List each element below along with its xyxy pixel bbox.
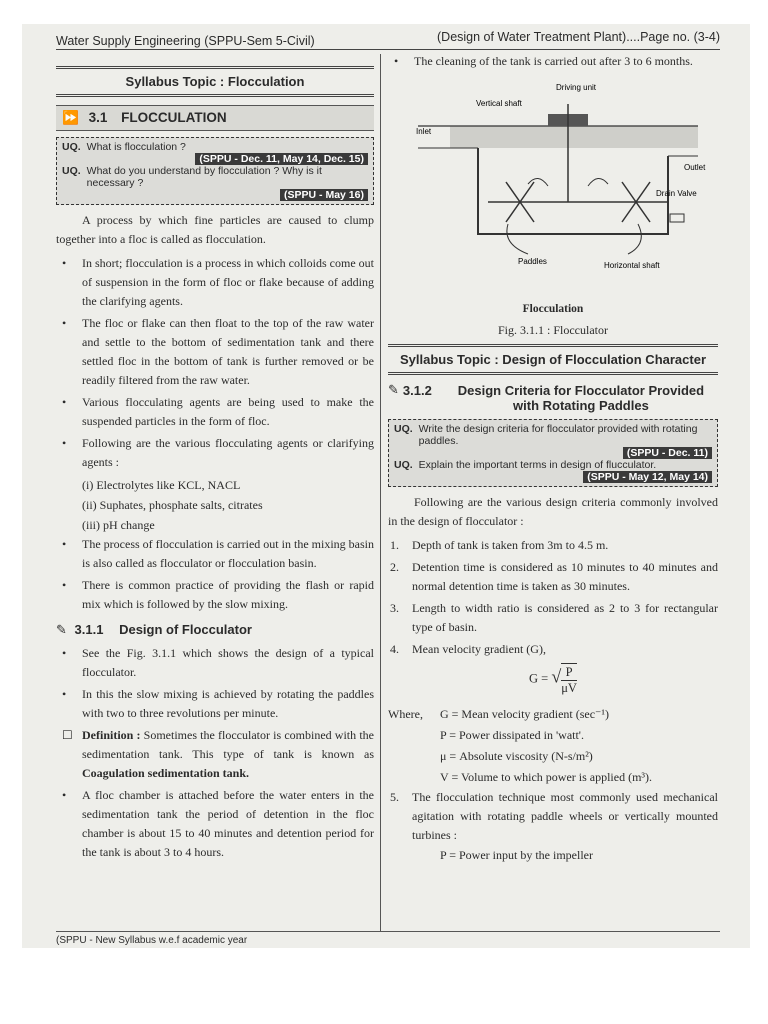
exam-tag: (SPPU - Dec. 11) xyxy=(394,447,712,459)
list-item: • Various flocculating agents are being used to make the suspended particles in the form of floc. xyxy=(62,395,374,428)
agent-item: (i) Electrolytes like KCL, NACL xyxy=(82,478,241,492)
list-item: 4. Mean velocity gradient (G), xyxy=(390,642,546,656)
criteria-intro: Following are the various design criteria commonly involved in the design of flocculator : xyxy=(388,495,718,528)
list-item: • See the Fig. 3.1.1 which shows the design of a typical flocculator. xyxy=(62,646,374,679)
label-inlet: Inlet xyxy=(416,127,432,136)
bullet-list xyxy=(56,535,374,614)
bullet-list xyxy=(56,254,374,472)
water-surface xyxy=(450,126,698,148)
label-driving: Driving unit xyxy=(556,83,597,92)
rotation-arrow xyxy=(528,178,548,186)
footer-rule xyxy=(56,931,720,932)
page-header xyxy=(56,30,720,50)
uq-item: UQ. What is flocculation ? xyxy=(62,141,186,153)
power-input-line: P = Power input by the impeller xyxy=(440,848,593,862)
label-outlet: Outlet xyxy=(684,163,706,172)
leader-line xyxy=(507,224,528,254)
label-hshaft: Horizontal shaft xyxy=(604,261,660,270)
agent-list xyxy=(56,475,374,535)
drain-valve xyxy=(670,214,684,222)
list-item: 1. Depth of tank is taken from 3m to 4.5 m. xyxy=(390,538,609,552)
list-item: • The process of flocculation is carried out in the mixing basin is also called as flocculator or flocculation basin. xyxy=(62,537,374,570)
intro-paragraph: A process by which fine particles are caused to clump together into a floc is called as flocculation. xyxy=(56,213,374,246)
checkbox-icon: ☐ xyxy=(62,728,73,742)
uq-item: UQ. What do you understand by flocculation ? Why is it necessary ? xyxy=(62,165,322,189)
definition-item: ☐ Definition : Sometimes the flocculator is combined with the sedimentation tank. This type of tank is known as Coagulation sedimentation tank. xyxy=(62,728,374,780)
list-item: • The floc or flake can then float to the top of the raw water and settle to the bottom of sedimentation tank and there settled floc in the bottom of tank is further removed or be readily filtered from the raw water. xyxy=(62,316,374,387)
list-item: • Following are the various flocculating agents or clarifying agents : xyxy=(62,436,374,469)
left-column xyxy=(56,58,374,865)
list-item: • The cleaning of the tank is carried out after 3 to 6 months. xyxy=(394,54,693,68)
pencil-icon: ✎ xyxy=(388,383,399,398)
bullet-list xyxy=(56,644,374,862)
header-right: (Design of Water Treatment Plant)....Page no. (3-4) xyxy=(437,30,720,44)
right-column xyxy=(388,52,718,863)
figure-label: Flocculation xyxy=(522,303,584,315)
list-item: • In short; flocculation is a process in which colloids come out of suspension in the form of floc or flake because of adding the clarifying agents. xyxy=(62,256,374,308)
textbook-page xyxy=(22,24,750,948)
syllabus-topic: Syllabus Topic : Flocculation xyxy=(56,66,374,97)
column-divider xyxy=(380,54,381,932)
university-questions xyxy=(388,419,718,487)
header-rule xyxy=(56,49,720,50)
criteria-list xyxy=(388,536,718,659)
label-drain: Drain Valve xyxy=(656,189,697,198)
agent-item: (iii) pH change xyxy=(82,518,155,532)
pencil-icon: ✎ xyxy=(56,623,67,638)
rotation-arrow xyxy=(588,178,608,186)
subsection-heading: ✎ 3.1.1 Design of Flocculator xyxy=(56,622,252,638)
section-heading xyxy=(56,105,374,131)
exam-tag: (SPPU - Dec. 11, May 14, Dec. 15) xyxy=(62,153,368,165)
figure-caption: Fig. 3.1.1 : Flocculator xyxy=(498,323,608,337)
list-item: • In this the slow mixing is achieved by rotating the paddles with two to three revolutions per minute. xyxy=(62,687,374,720)
criteria-list xyxy=(388,788,718,845)
flocculator-figure xyxy=(388,74,718,336)
fast-forward-icon: ⏩ xyxy=(62,110,79,126)
agent-item: (ii) Suphates, phosphate salts, citrates xyxy=(82,498,263,512)
exam-tag: (SPPU - May 12, May 14) xyxy=(394,471,712,483)
list-item: 5. The flocculation technique most commonly used mechanical agitation with rotating paddle wheels or vertically mounted turbines : xyxy=(390,790,718,842)
formula-legend: Where, G = Mean velocity gradient (sec⁻¹) P = Power dissipated in 'watt'. μ = Absolute viscosity (N-s/m²) V = Volume to which power is applied (m³). xyxy=(388,707,653,784)
list-item: 3. Length to width ratio is considered as 2 to 3 for rectangular type of basin. xyxy=(390,601,718,634)
page-footer: (SPPU - New Syllabus w.e.f academic year xyxy=(56,935,248,946)
label-paddles: Paddles xyxy=(518,257,547,266)
section-number: 3.1 xyxy=(88,110,108,125)
bullet-list xyxy=(388,52,718,71)
uq-item: UQ. Write the design criteria for flocculator provided with rotating paddles. xyxy=(394,423,698,447)
section-title: FLOCCULATION xyxy=(121,110,227,125)
label-vshaft: Vertical shaft xyxy=(476,99,522,108)
list-item: • A floc chamber is attached before the water enters in the sedimentation tank the period of detention in the floc chamber is about 15 to 40 minutes and detention period for the tank is about 3 to 4 hours. xyxy=(62,788,374,859)
list-item: • There is common practice of providing the flash or rapid mix which is followed by the slow mixing. xyxy=(62,578,374,611)
header-left: Water Supply Engineering (SPPU-Sem 5-Civil) xyxy=(56,34,315,48)
exam-tag: (SPPU - May 16) xyxy=(62,189,368,201)
syllabus-topic: Syllabus Topic : Design of Flocculation Character xyxy=(388,344,718,375)
leader-line xyxy=(628,224,641,254)
flocculator-diagram xyxy=(388,74,718,294)
subsection-heading: ✎ 3.1.2 Design Criteria for Flocculator Provided with Rotating Paddles xyxy=(388,383,705,413)
list-item: 2. Detention time is considered as 10 minutes to 40 minutes and normal detention time is taken as 30 minutes. xyxy=(390,560,718,593)
university-questions xyxy=(56,137,374,205)
velocity-gradient-formula: G = √ $\frac{P}{\mu V}$ xyxy=(529,665,577,695)
uq-item: UQ. Explain the important terms in design of flucculator. xyxy=(394,459,657,471)
